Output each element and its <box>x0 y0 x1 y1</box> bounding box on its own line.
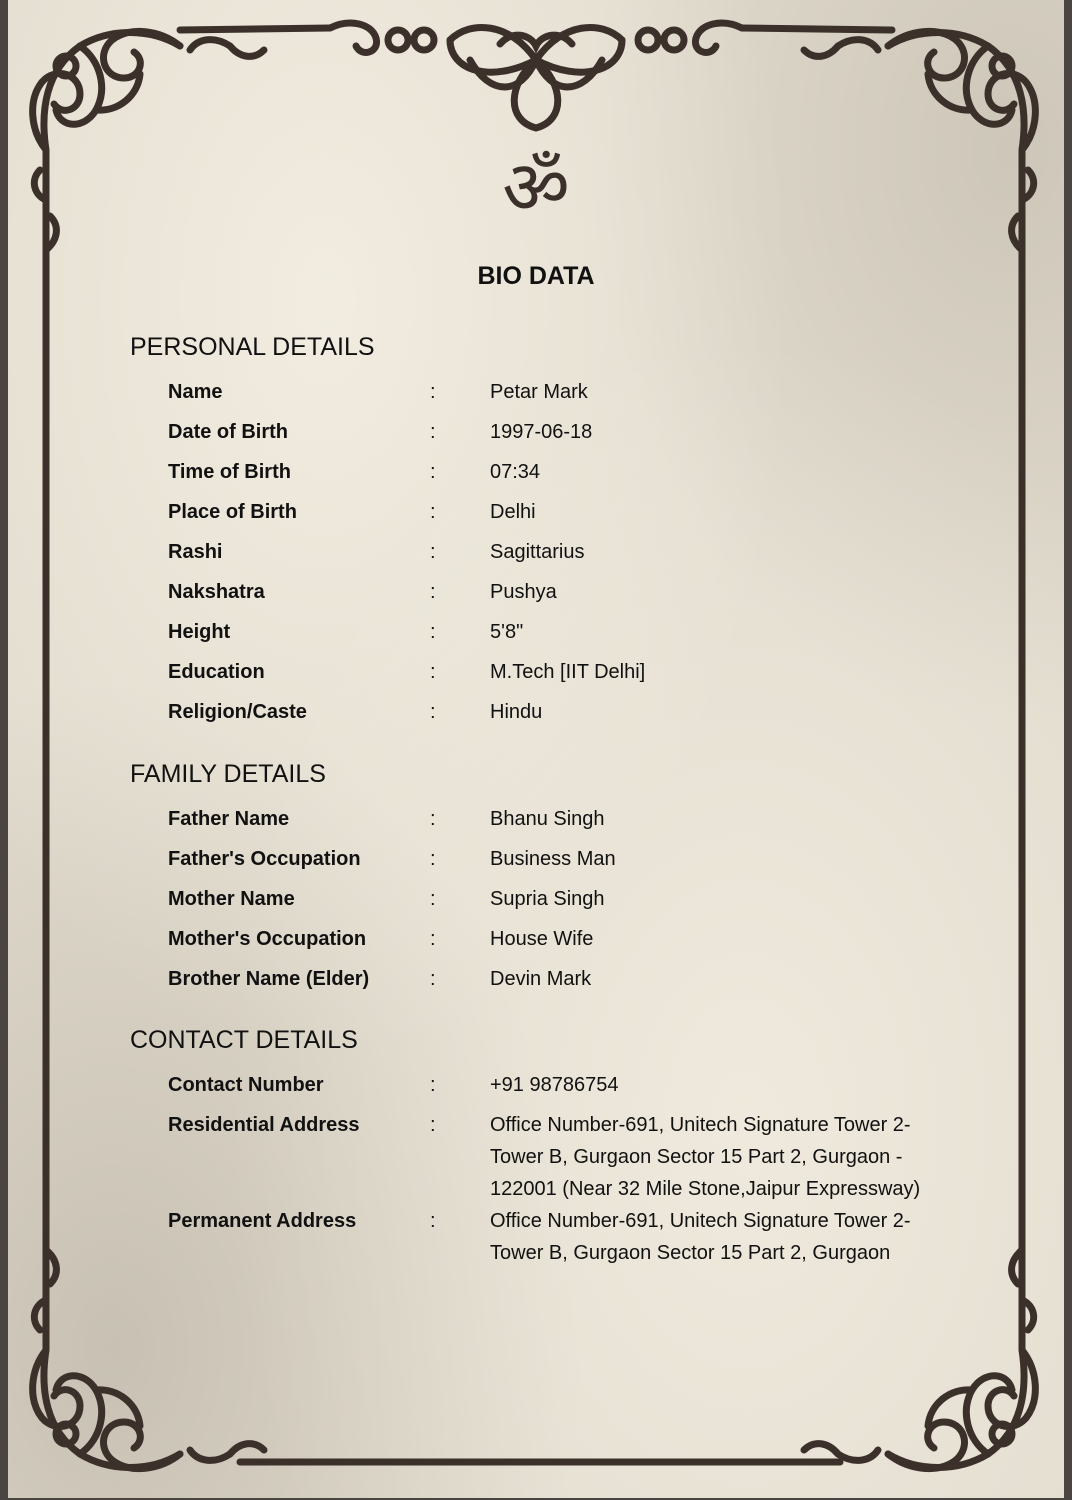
detail-row <box>130 456 990 496</box>
detail-value: Business Man <box>490 848 616 870</box>
detail-row <box>130 536 990 576</box>
detail-value: Sagittarius <box>490 541 585 563</box>
detail-row <box>130 803 990 843</box>
separator: : <box>430 888 436 910</box>
detail-label: Place of Birth <box>168 501 297 523</box>
detail-label: Mother's Occupation <box>168 928 367 950</box>
detail-row <box>130 416 990 456</box>
contact-details-section <box>130 1025 990 1269</box>
detail-row <box>130 963 990 1003</box>
detail-label: Permanent Address <box>168 1210 357 1232</box>
detail-label: Residential Address <box>168 1114 360 1136</box>
detail-row <box>130 843 990 883</box>
detail-value: Supria Singh <box>490 888 605 910</box>
detail-label: Height <box>168 621 231 643</box>
section-title: FAMILY DETAILS <box>130 760 326 788</box>
detail-row <box>130 1205 990 1269</box>
detail-value: Office Number-691, Unitech Signature Tower 2-Tower B, Gurgaon Sector 15 Part 2, Gurgaon - 122001 (Near 32 Mile Stone,Jaipur Expressway) <box>490 1114 921 1200</box>
detail-value: Pushya <box>490 581 557 603</box>
detail-value: Office Number-691, Unitech Signature Tower 2-Tower B, Gurgaon Sector 15 Part 2, Gurgaon <box>490 1210 911 1264</box>
detail-value: 5'8" <box>490 621 524 643</box>
separator: : <box>430 1074 436 1096</box>
separator: : <box>430 968 436 990</box>
separator: : <box>430 621 436 643</box>
section-title: CONTACT DETAILS <box>130 1026 358 1054</box>
detail-value: House Wife <box>490 928 594 950</box>
om-icon: ॐ <box>502 145 570 231</box>
detail-value: Bhanu Singh <box>490 808 605 830</box>
separator: : <box>430 381 436 403</box>
detail-row <box>130 576 990 616</box>
detail-row <box>130 1109 990 1205</box>
separator: : <box>430 928 436 950</box>
detail-label: Date of Birth <box>168 421 288 443</box>
family-details-section <box>130 759 990 1003</box>
detail-label: Time of Birth <box>168 461 291 483</box>
separator: : <box>430 421 436 443</box>
detail-value: 1997-06-18 <box>490 421 593 443</box>
detail-value: M.Tech [IIT Delhi] <box>490 661 646 683</box>
detail-row <box>130 883 990 923</box>
detail-label: Father's Occupation <box>168 848 361 870</box>
detail-value: Petar Mark <box>490 381 588 403</box>
detail-row <box>130 923 990 963</box>
separator: : <box>430 541 436 563</box>
detail-row <box>130 656 990 696</box>
detail-label: Education <box>168 661 265 683</box>
detail-row <box>130 696 990 736</box>
detail-label: Contact Number <box>168 1074 324 1096</box>
detail-value: 07:34 <box>490 461 541 483</box>
detail-label: Religion/Caste <box>168 701 307 723</box>
detail-value: Hindu <box>490 701 543 723</box>
separator: : <box>430 848 436 870</box>
separator: : <box>430 501 436 523</box>
detail-label: Nakshatra <box>168 581 265 603</box>
detail-value: +91 98786754 <box>490 1074 619 1096</box>
detail-label: Rashi <box>168 541 223 563</box>
detail-label: Mother Name <box>168 888 295 910</box>
detail-row <box>130 496 990 536</box>
separator: : <box>430 661 436 683</box>
separator: : <box>430 581 436 603</box>
separator: : <box>430 1210 436 1232</box>
separator: : <box>430 461 436 483</box>
separator: : <box>430 701 436 723</box>
detail-row <box>130 376 990 416</box>
separator: : <box>430 808 436 830</box>
detail-value: Delhi <box>490 501 536 523</box>
detail-label: Brother Name (Elder) <box>168 968 370 990</box>
detail-row <box>130 1069 990 1109</box>
section-title: PERSONAL DETAILS <box>130 333 375 361</box>
personal-details-section <box>130 332 990 736</box>
detail-row <box>130 616 990 656</box>
detail-value: Devin Mark <box>490 968 592 990</box>
detail-label: Father Name <box>168 808 290 830</box>
page-title: BIO DATA <box>477 262 595 290</box>
detail-label: Name <box>168 381 223 403</box>
separator: : <box>430 1114 436 1136</box>
